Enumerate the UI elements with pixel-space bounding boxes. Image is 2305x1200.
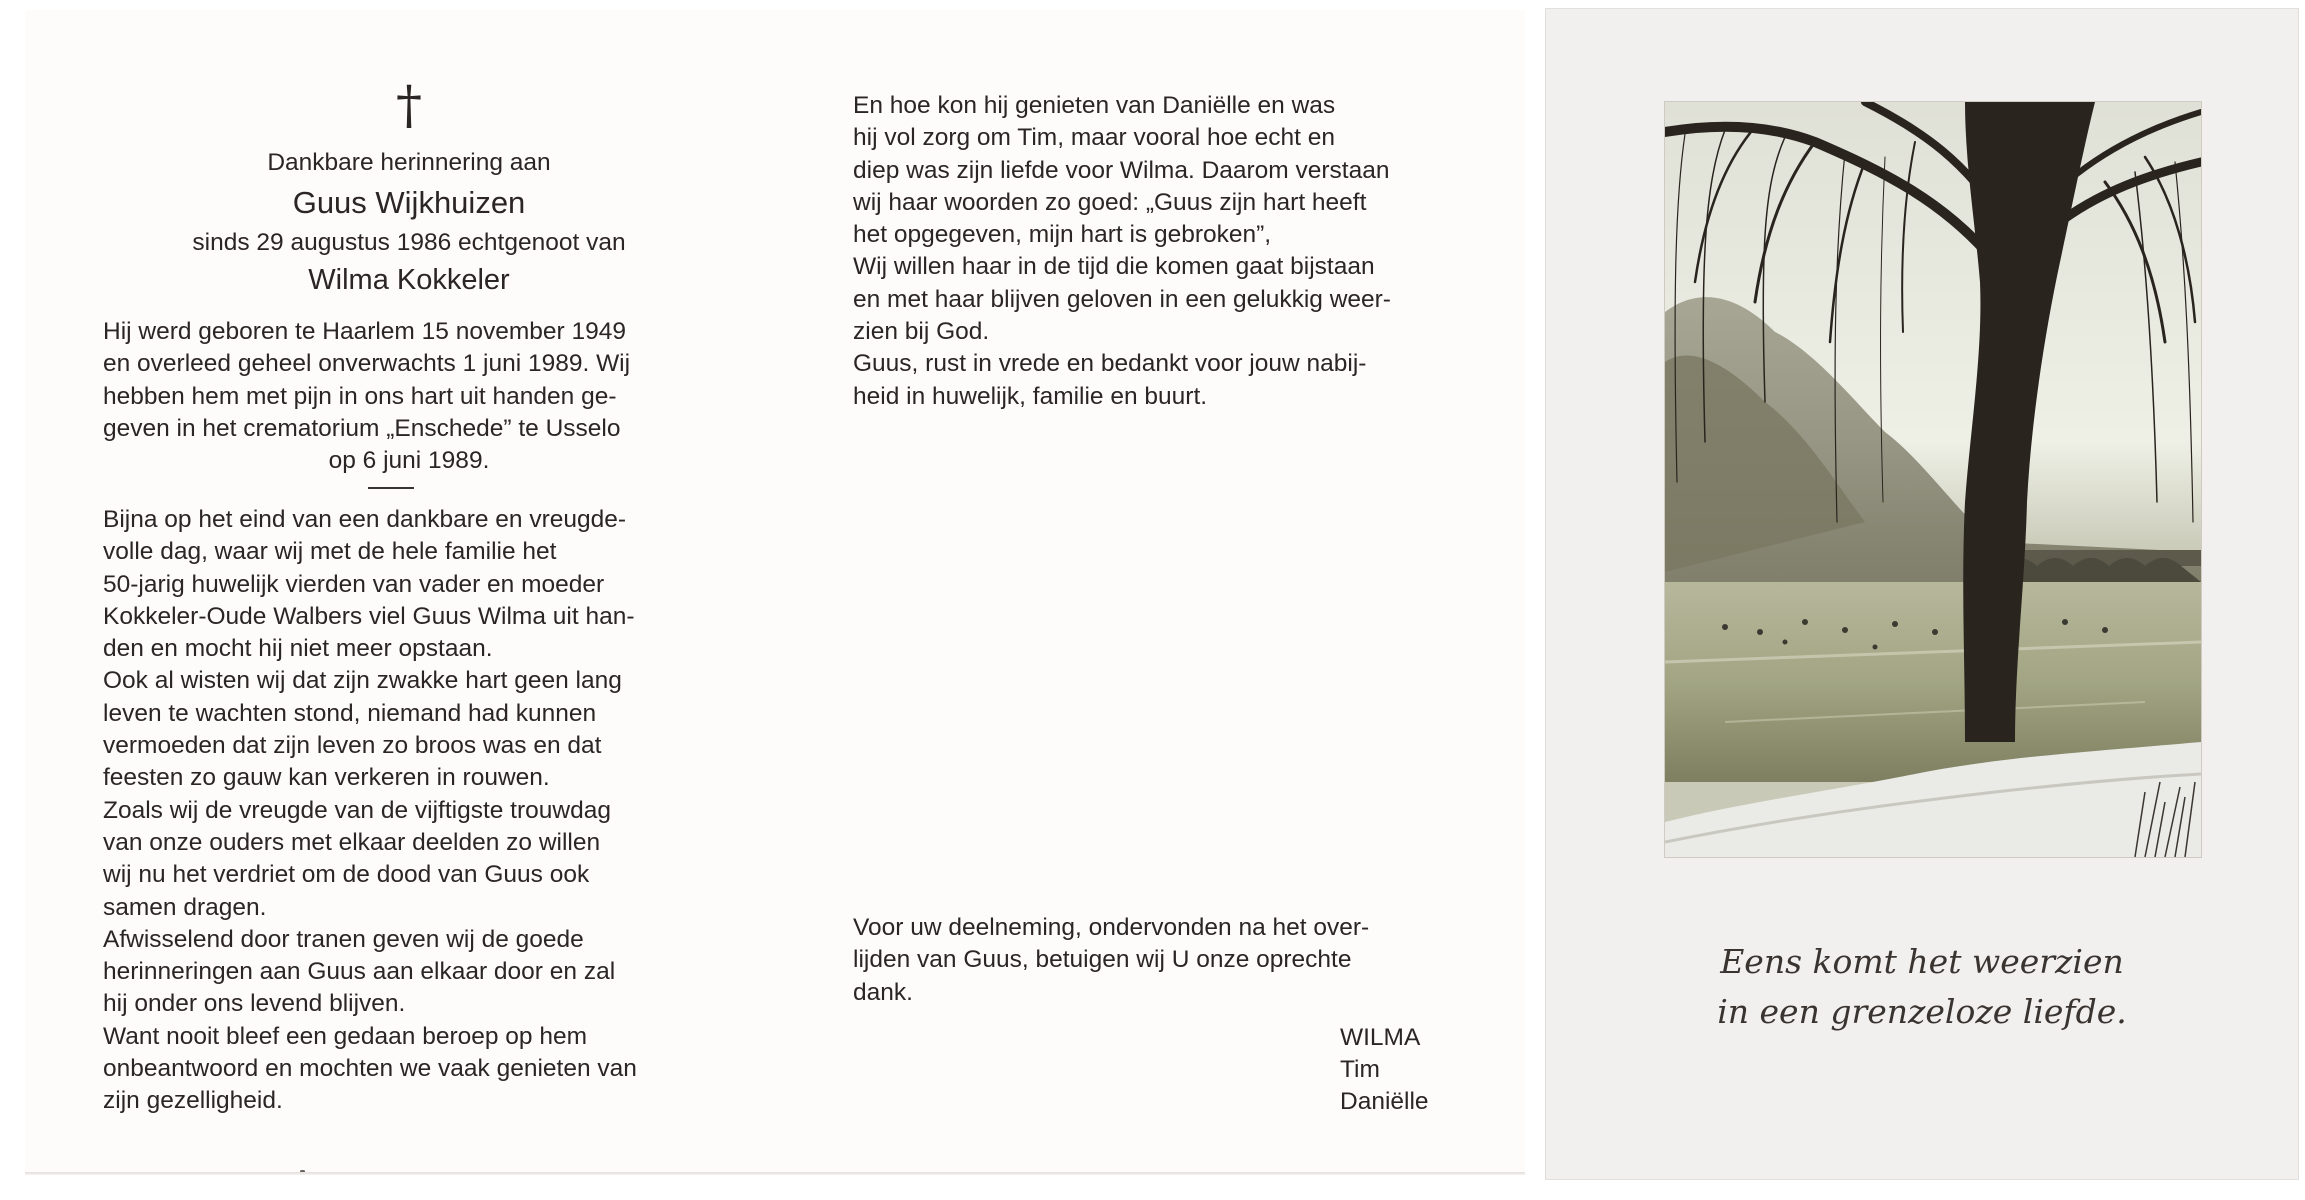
paper-edge [25,1172,1525,1175]
text-line: herinneringen aan Guus aan elkaar door en zal [103,958,616,986]
text-line: hij vol zorg om Tim, maar vooral hoe echt en [853,124,1336,152]
text-line: Zoals wij de vreugde van de vijftigste trouwdag [103,796,611,824]
text-line: Afwisselend door tranen geven wij de goede [103,925,584,953]
text-line: en met haar blijven geloven in een gelukkig weer- [853,285,1391,313]
text-line: Wij willen haar in de tijd die komen gaat bijstaan [853,253,1375,281]
text-line: vermoeden dat zijn leven zo broos was en dat [103,732,602,760]
text-line: Ook al wisten wij dat zijn zwakke hart geen lang [103,667,622,695]
tribute-paragraph [853,90,1465,413]
intro-text: Dankbare herinnering aan [267,149,551,176]
text-spread [25,10,1525,1175]
text-line: feesten zo gauw kan verkeren in rouwen. [103,764,550,792]
text-line: 50-jarig huwelijk vierden van vader en moeder [103,570,605,598]
text-line: Hij werd geboren te Haarlem 15 november 1949 [103,318,626,345]
text-line: diep was zijn liefde voor Wilma. Daarom verstaan [853,156,1390,184]
signature-wilma: WILMA [1340,1024,1421,1051]
photo-card [1545,8,2299,1180]
text-line: op 6 juni 1989. [328,447,490,475]
text-line: geven in het crematorium „Enschede” te Usselo [103,414,621,442]
text-line: dank. [853,978,913,1006]
text-line: samen dragen. [103,893,267,921]
thanks-paragraph [853,912,1465,1009]
deceased-name: Guus Wijkhuizen [292,185,526,221]
text-line: zijn gezelligheid. [103,1087,283,1115]
text-line: onbeantwoord en mochten we vaak genieten van [103,1055,637,1083]
text-line: Kokkeler-Oude Walbers viel Guus Wilma uit han- [103,602,635,630]
text-line: lijden van Guus, betuigen wij U onze oprechte [853,946,1352,974]
text-line: Bijna op het eind van een dankbare en vreugde- [103,506,627,533]
caption [1546,937,2298,1037]
text-line: den en mocht hij niet meer opstaan. [103,635,493,663]
winter-lake-tree-photo [1664,101,2202,858]
text-line: zien bij God. [853,318,990,346]
text-line: wij nu het verdriet om de dood van Guus ook [103,861,590,889]
signature-danielle: Daniëlle [1340,1088,1429,1115]
caption-line-1: Eens komt het weerzien [1720,942,2124,981]
text-line: Want nooit bleef een gedaan beroep op hem [103,1022,588,1050]
married-since: sinds 29 augustus 1986 echtgenoot van [192,229,626,257]
text-line: volle dag, waar wij met de hele familie het [103,538,557,566]
text-line: heid in huwelijk, familie en buurt. [853,382,1208,410]
photo-illustration [1665,102,2201,857]
text-line: wij haar woorden zo goed: „Guus zijn hart heeft [853,188,1367,216]
cross-icon: † [396,76,422,136]
story-paragraph [103,504,715,1118]
text-line: en overleed geheel onverwachts 1 juni 1989. Wij [103,350,631,378]
text-line: Voor uw deelneming, ondervonden na het over- [853,914,1370,941]
life-paragraph [103,316,715,477]
caption-line-2: in een grenzeloze liefde. [1717,992,2127,1031]
text-line: van onze ouders met elkaar deelden zo willen [103,828,601,856]
spouse-name: Wilma Kokkeler [308,264,510,297]
signature-tim: Tim [1340,1056,1380,1083]
text-line: leven te wachten stond, niemand had kunnen [103,699,597,727]
text-line: hij onder ons levend blijven. [103,990,406,1018]
divider [368,487,414,489]
text-line: Guus, rust in vrede en bedankt voor jouw nabij- [853,350,1367,378]
intro-block [103,147,715,299]
text-line: En hoe kon hij genieten van Daniëlle en was [853,92,1336,119]
text-line: hebben hem met pijn in ons hart uit handen ge- [103,382,617,410]
text-line: het opgegeven, mijn hart is gebroken”, [853,221,1272,249]
